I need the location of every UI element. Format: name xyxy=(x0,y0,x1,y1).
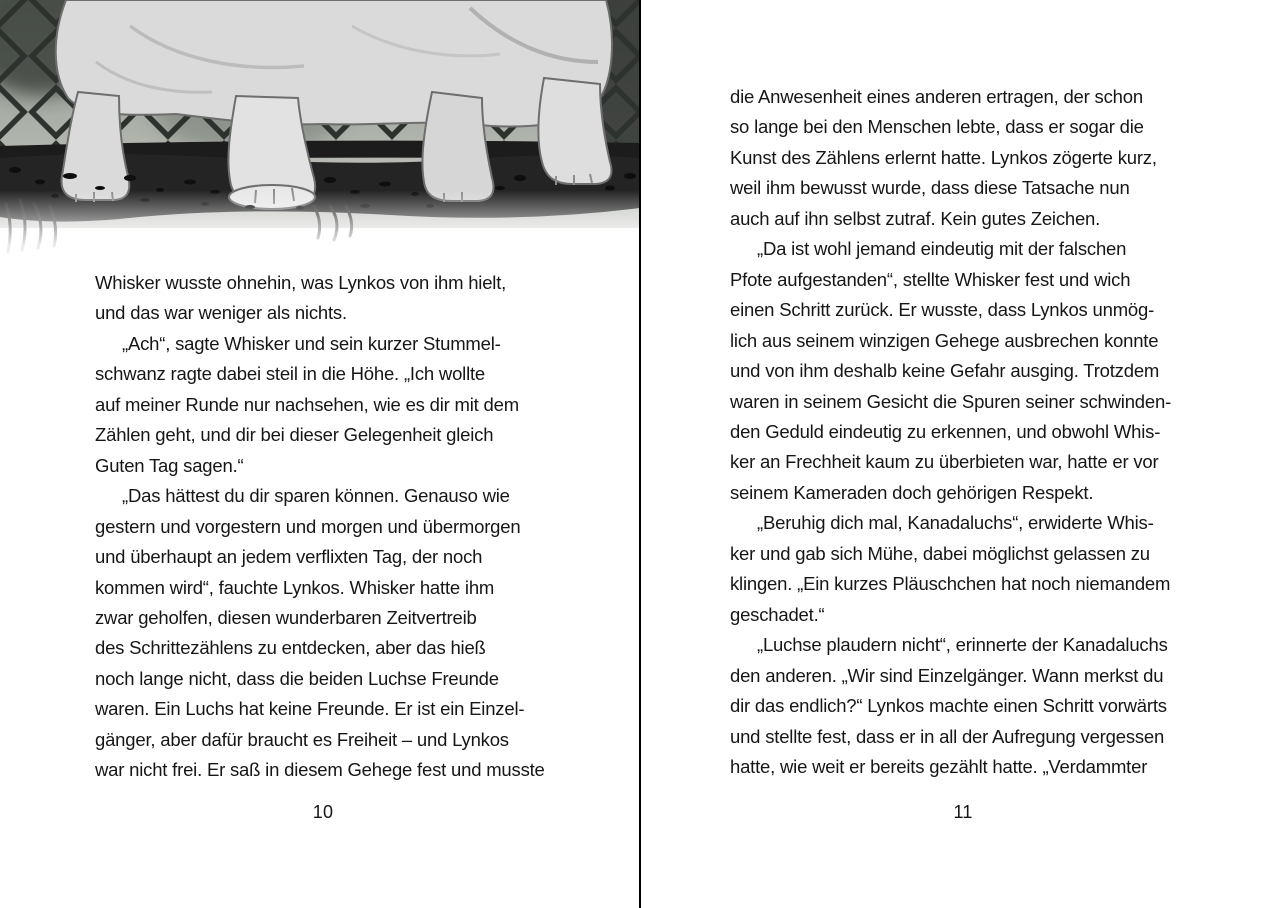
text-line: und das war weniger als nichts. xyxy=(95,302,347,324)
text-line: den Geduld eindeutig zu erkennen, und obwohl Whis- xyxy=(730,420,1161,442)
text-line: weil ihm bewusst wurde, dass diese Tatsache nun xyxy=(730,177,1130,199)
text-line: Pfote aufgestanden“, stellte Whisker fest und wich xyxy=(730,268,1131,290)
text-line: „Beruhig dich mal, Kanadaluchs“, erwiderte Whis- xyxy=(757,512,1154,534)
right-page-text xyxy=(730,82,1200,782)
text-line: schwanz ragte dabei steil in die Höhe. „Ich wollte xyxy=(95,363,486,385)
text-line: gänger, aber dafür braucht es Freiheit – und Lynkos xyxy=(95,728,509,750)
page-number-left: 10 xyxy=(312,802,334,822)
text-line: waren. Ein Luchs hat keine Freunde. Er ist ein Einzel- xyxy=(95,698,525,720)
text-line: einen Schritt zurück. Er wusste, dass Lynkos unmög- xyxy=(730,299,1155,321)
text-line: und stellte fest, dass er in all der Aufregung vergessen xyxy=(730,725,1165,747)
text-line: „Da ist wohl jemand eindeutig mit der falschen xyxy=(757,238,1127,260)
text-line: hatte, wie weit er bereits gezählt hatte. „Verdammter xyxy=(730,755,1148,777)
text-line: „Ach“, sagte Whisker und sein kurzer Stummel- xyxy=(122,332,501,354)
text-line: „Das hättest du dir sparen können. Genauso wie xyxy=(122,485,510,507)
text-line: zwar geholfen, diesen wunderbaren Zeitvertreib xyxy=(95,606,477,628)
text-line: den anderen. „Wir sind Einzelgänger. Wann merkst du xyxy=(730,664,1164,686)
text-line: Guten Tag sagen.“ xyxy=(95,454,244,476)
text-line: war nicht frei. Er saß in diesem Gehege fest und musste xyxy=(95,759,545,781)
left-page-text xyxy=(95,268,565,786)
text-line: noch lange nicht, dass die beiden Luchse Freunde xyxy=(95,667,499,689)
lynx-fence-illustration xyxy=(0,0,640,272)
text-line: die Anwesenheit eines anderen ertragen, der schon xyxy=(730,86,1143,107)
page-number-right: 11 xyxy=(953,802,973,822)
text-line: und überhaupt an jedem verflixten Tag, der noch xyxy=(95,546,483,568)
page-right xyxy=(640,0,1280,908)
text-line: klingen. „Ein kurzes Pläuschchen hat noch niemandem xyxy=(730,573,1171,595)
text-line: Kunst des Zählens erlernt hatte. Lynkos zögerte kurz, xyxy=(730,146,1157,168)
text-line: Whisker wusste ohnehin, was Lynkos von ihm hielt, xyxy=(95,272,507,293)
text-line: auch auf ihn selbst zutraf. Kein gutes Zeichen. xyxy=(730,207,1101,229)
text-line: so lange bei den Menschen lebte, dass er sogar die xyxy=(730,116,1144,138)
text-line: geschadet.“ xyxy=(730,603,825,625)
illustration-fade xyxy=(0,0,640,272)
text-line: ker und gab sich Mühe, dabei möglichst gelassen zu xyxy=(730,542,1150,564)
lynx-fence-illustration-svg xyxy=(0,0,640,272)
page-divider xyxy=(639,0,641,908)
text-line: gestern und vorgestern und morgen und übermorgen xyxy=(95,515,521,537)
text-line: des Schrittezählens zu entdecken, aber das hieß xyxy=(95,637,486,659)
text-line: kommen wird“, fauchte Lynkos. Whisker hatte ihm xyxy=(95,576,495,598)
text-line: auf meiner Runde nur nachsehen, wie es dir mit dem xyxy=(95,393,519,415)
text-line: und von ihm deshalb keine Gefahr ausging. Trotzdem xyxy=(730,360,1160,382)
text-line: waren in seinem Gesicht die Spuren seiner schwinden- xyxy=(730,390,1172,412)
text-line: seinem Kameraden doch gehörigen Respekt. xyxy=(730,481,1094,503)
text-line: Zählen geht, und dir bei dieser Gelegenheit gleich xyxy=(95,424,494,446)
text-line: ker an Frechheit kaum zu überbieten war, hatte er vor xyxy=(730,451,1159,473)
text-line: „Luchse plaudern nicht“, erinnerte der Kanadaluchs xyxy=(757,634,1168,656)
text-line: lich aus seinem winzigen Gehege ausbrechen konnte xyxy=(730,329,1159,351)
text-line: dir das endlich?“ Lynkos machte einen Schritt vorwärts xyxy=(730,695,1167,717)
